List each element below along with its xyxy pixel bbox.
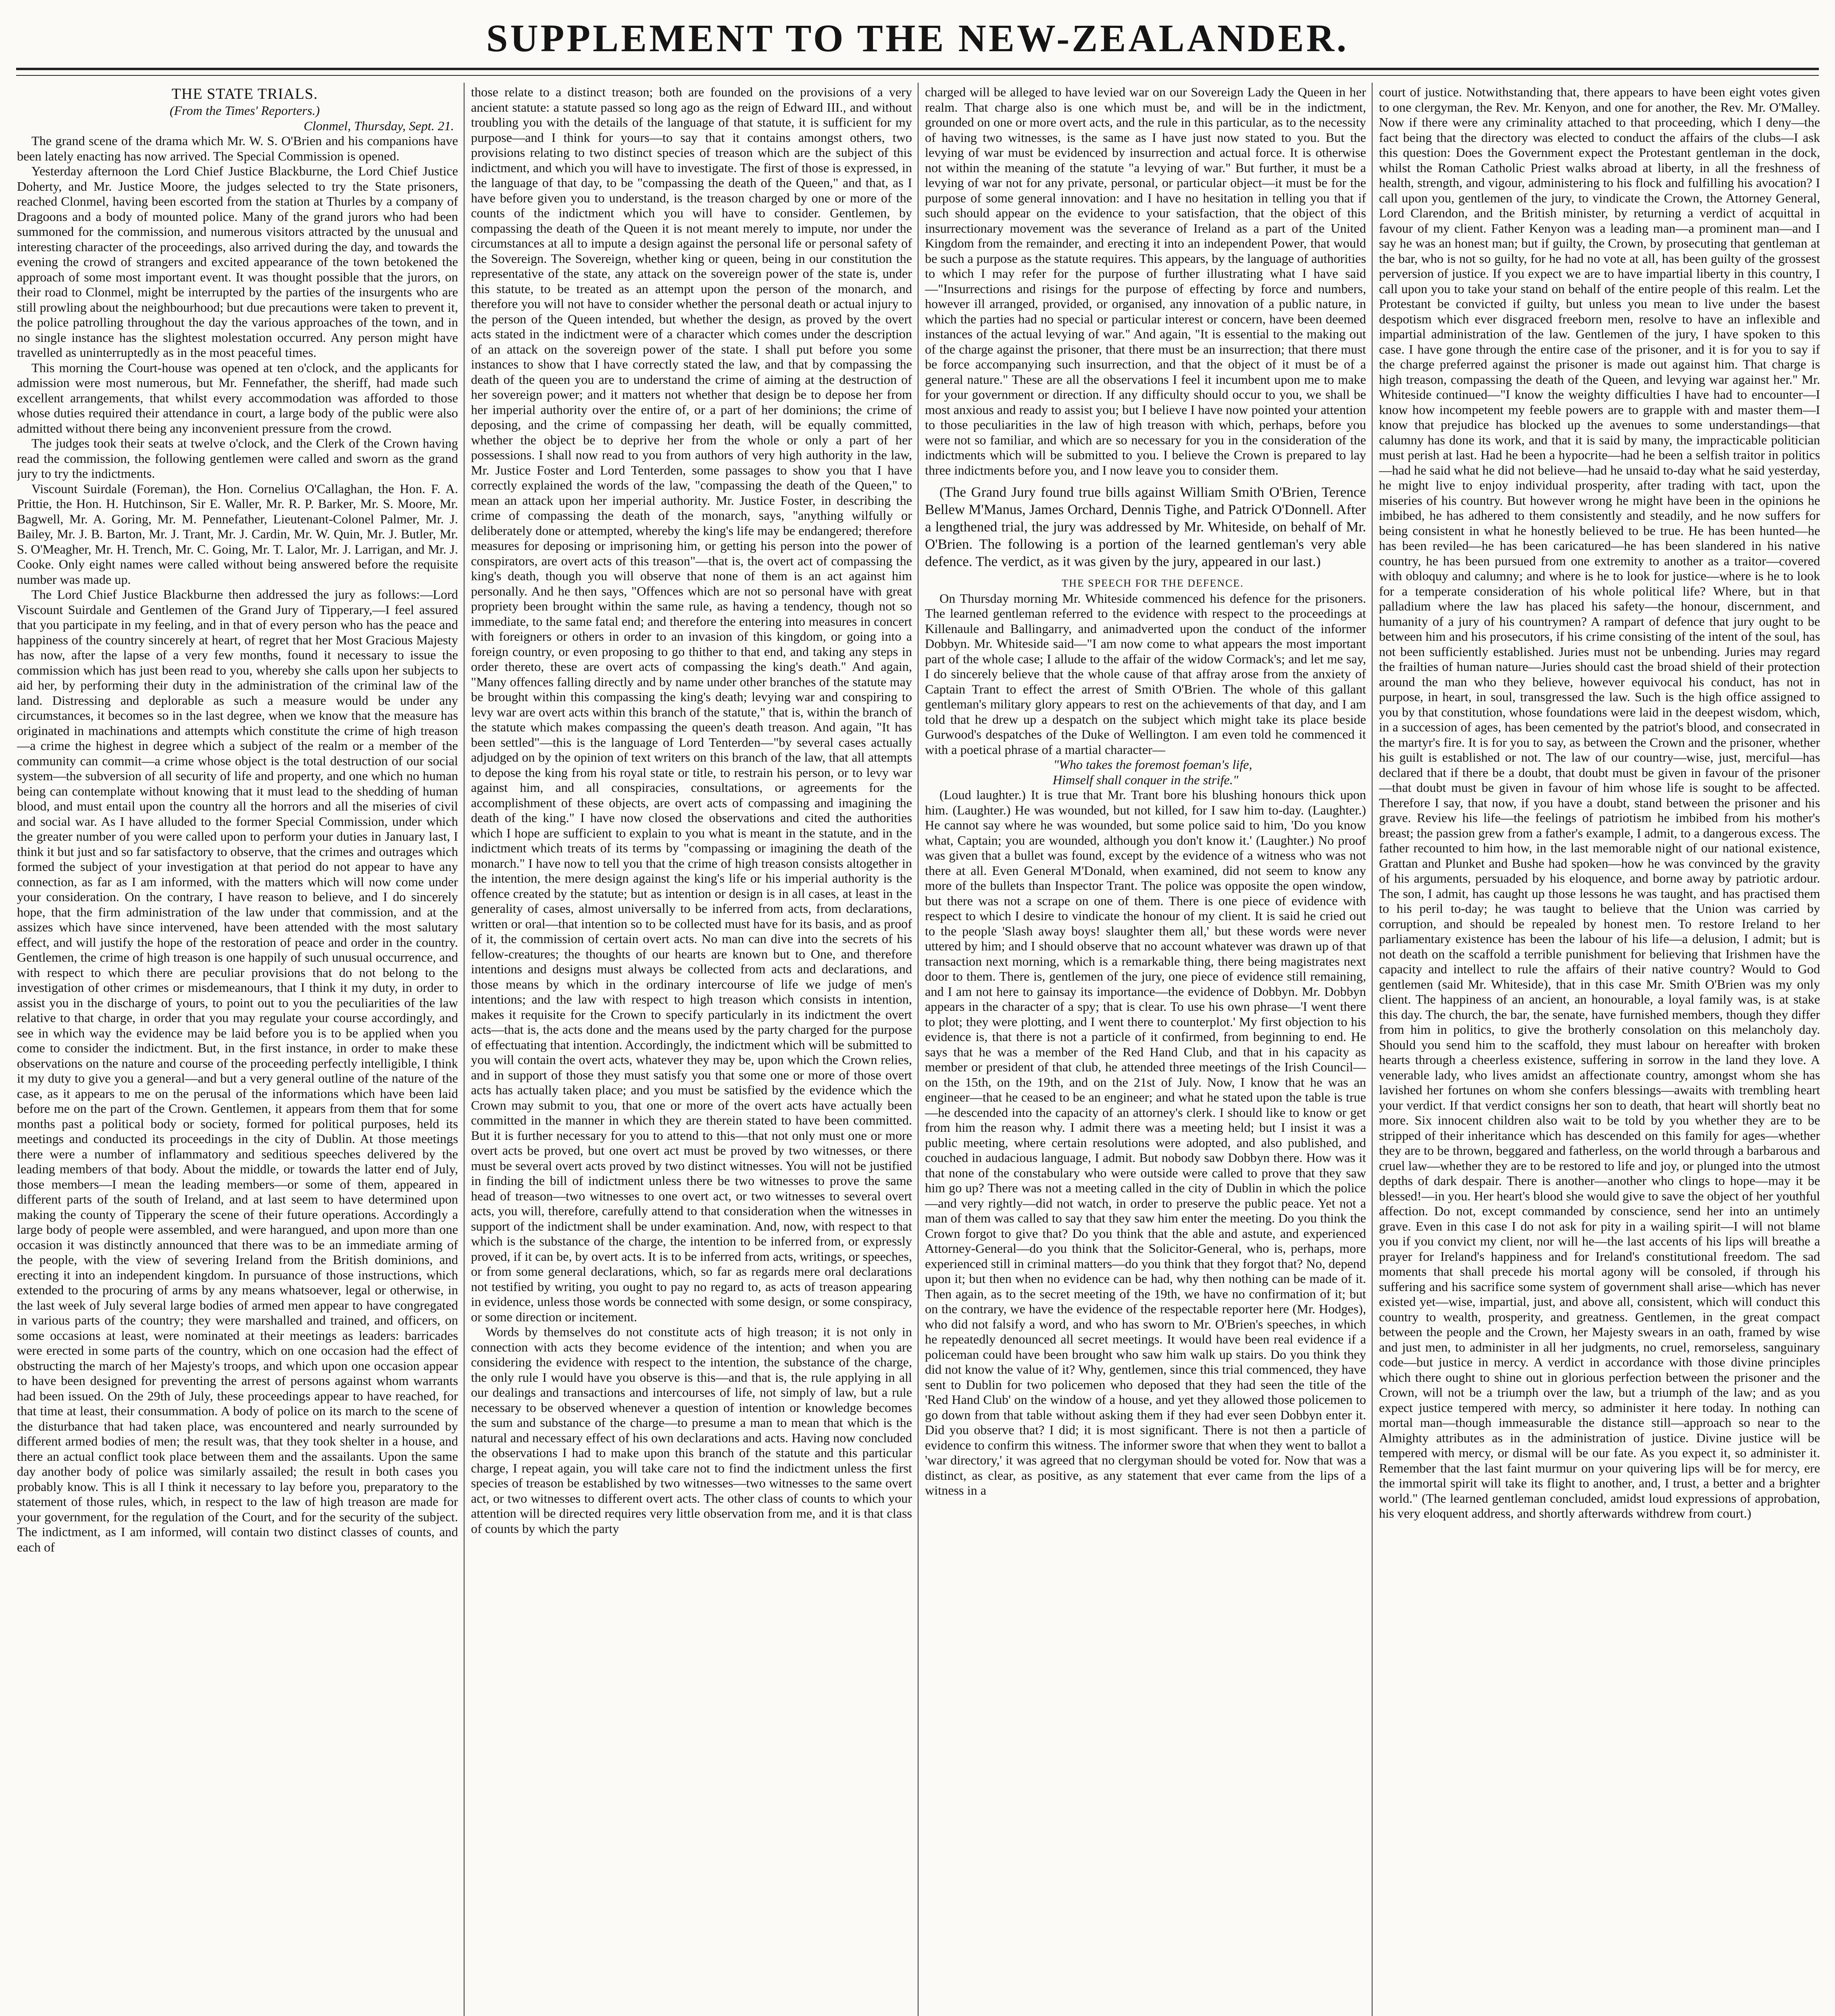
paragraph: charged will be alleged to have levied war on our Sovereign Lady the Queen in her realm. That charge also is one which must be, and will be in the indictment, grounded on one or more overt acts, and the rule in this particular, as to the necessity of having two witnesses, is the same as I have just now stated to you. But the levying of war must be evidenced by insurrection and actual force. It is otherwise not within the meaning of the statute "a levying of war." But further, it must be a levying of war not for any private, personal, or particular object—it must be for the purpose of some general innovation: and I have no hesitation in telling you that if such should appear on the evidence to your satisfaction, that the object of this insurrectionary movement was the severance of Ireland as a part of the United Kingdom from the remainder, and erecting it into an independent Power, that would be such a purpose as the statute requires. This appears, by the language of authorities to which I may refer for the purpose of further illustrating what I have said—"Insurrections and risings for the purpose of effecting by force and numbers, however ill arranged, provided, or organised, any innovation of a public nature, in which the parties had no special or particular interest or concern, have been deemed instances of the actual levying of war." And again, "It is essential to the making out of the charge against the prisoner, that there must be an insurrection; that there must be force accompanying such insurrection, and that the object of it must be of a general nature." These are all the observations I feel it incumbent upon me to make for your government or direction. If any difficulty should occur to you, we shall be most anxious and ready to assist you; but I believe I have now pointed your attention to those peculiarities in the law of high treason with which, perhaps, before you were not so familiar, and which are so necessary for you in the consideration of the indictments which will be submitted to you. I believe the Crown is prepared to lay three indictments before you, and I now leave you to consider them. xyxy=(925,85,1366,477)
paragraph: Yesterday afternoon the Lord Chief Justice Blackburne, the Lord Chief Justice Doherty, and Mr. Justice Moore, the judges selected to try the State prisoners, reached Clonmel, having been escorted from the station at Thurles by a company of Dragoons and a body of mounted police. Many of the grand jurors who had been summoned for the commission, and numerous visitors attracted by the unusual and interesting character of the proceedings, also arrived during the day, and towards the evening the crowd of strangers and excited appearance of the town betokened the approach of some most important event. It was thought possible that the jurors, on their road to Clonmel, might be interrupted by the parties of the insurgents who are still prowling about the neighbourhood; but due precautions were taken to prevent it, the police patrolling throughout the day the various approaches of the town, and in no single instance has the slightest molestation occurred. Any person might have travelled as uninterruptedly as in the most peaceful times. xyxy=(17,164,458,360)
paragraph: This morning the Court-house was opened at ten o'clock, and the applicants for admission were most numerous, but Mr. Fennefather, the sheriff, had made such excellent arrangements, that whilst every accommodation was afforded to those whose duties required their attendance in court, a large body of the public were also admitted without there being any inconvenient pressure from the crowd. xyxy=(17,360,458,435)
article-source: (From the Times' Reporters.) xyxy=(169,103,320,118)
paragraph: The judges took their seats at twelve o'clock, and the Clerk of the Crown having read the commission, the following gentlemen were called and sworn as the grand jury to try the indictments. xyxy=(17,436,458,481)
column-1 xyxy=(17,85,458,2016)
masthead-rule-thin xyxy=(16,75,1819,76)
column-2 xyxy=(471,85,912,2016)
paragraph: Words by themselves do not constitute acts of high treason; it is not only in connection with acts they become evidence of the intention; and when you are considering the evidence with respect to the intention, the substance of the charge, the only rule I would have you observe is this—and that is, the rule applying in all our dealings and transactions and intercourses of life, not simply of law, but a rule necessary to be observed whenever a question of intention or knowledge becomes the sum and substance of the charge—to presume a man to mean that which is the natural and necessary effect of his own declarations and acts. Having now concluded the observations I had to make upon this branch of the statute and this particular charge, I repeat again, you will take care not to find the indictment unless the first species of treason be established by two witnesses—two witnesses to the same overt act, or two witnesses to different overt acts. The other class of counts to which your attention will be directed requires very little observation from me, and it is that class of counts by which the party xyxy=(471,1325,912,1536)
verse-line-1: "Who takes the foremost foeman's life, xyxy=(1053,757,1252,772)
column-divider-3 xyxy=(1372,83,1373,2016)
column-3 xyxy=(925,85,1366,2016)
article-dateline: Clonmel, Thursday, Sept. 21. xyxy=(304,118,454,133)
masthead-title: SUPPLEMENT TO THE NEW-ZEALANDER. xyxy=(486,17,1349,60)
verse-line-2: Himself shall conquer in the strife." xyxy=(1052,772,1239,787)
paragraph: On Thursday morning Mr. Whiteside commenced his defence for the prisoners. The learned gentleman referred to the evidence with respect to the proceedings at Killenaule and Ballingarry, and animadverted upon the conduct of the informer Dobbyn. Mr. Whiteside said—"I am now come to what appears the most important part of the whole case; I allude to the affair of the widow Cormack's; and let me say, I do sincerely believe that the whole cause of that affray arose from the anxiety of Captain Trant to effect the arrest of Smith O'Brien. The whole of this gallant gentleman's military glory appears to rest on the achievements of that day, and I am told that he drew up a despatch on the subject which might take its place beside Gurwood's despatches of the Duke of Wellington. I am even told he commenced it with a poetical phrase of a martial character— xyxy=(925,591,1366,757)
defence-heading: THE SPEECH FOR THE DEFENCE. xyxy=(1062,577,1244,589)
paragraph: The Lord Chief Justice Blackburne then addressed the jury as follows:—Lord Viscount Suirdale and Gentlemen of the Grand Jury of Tipperary,—I feel assured that you participate in my feeling, and in that of every person who has the peace and happiness of the country sincerely at heart, of regret that her Most Gracious Majesty has now, after the lapse of a very few months, found it necessary to issue the commission which has just been read to you, whereby she calls upon her subjects to aid her, by performing their duty in the administration of the criminal law of the land. Distressing and deplorable as such a measure would be under any circumstances, it becomes so in the last degree, when we know that the measure has originated in machinations and attempts which constitute the crime of high treason—a crime the highest in degree which a subject of the realm or a member of the community can commit—a crime whose object is the total destruction of our social system—the subversion of all security of life and property, and one which no human being can contemplate without knowing that it must lead to the shedding of human blood, and must entail upon the country all the horrors and all the miseries of civil and social war. As I have alluded to the former Special Commission, under which the greater number of you were called upon to perform your duties in January last, I think it but just and so far satisfactory to observe, that the crimes and outrages which formed the subject of your investigation at that period do not appear to have any connection, as far as I am informed, with the matters which will now come under your consideration. On the contrary, I have reason to believe, and I do sincerely hope, that the firm administration of the law under that commission, and at the assizes which have since intervened, have been attended with the most salutary effect, and will justify the hope of the restoration of peace and order in the country. Gentlemen, the crime of high treason is one happily of such unusual occurrence, and with respect to which there are peculiar provisions that do not belong to the investigation of other crimes or misdemeanours, that I think it my duty, in order to assist you in the discharge of yours, to point out to you the peculiarities of the law relative to that charge, in order that you may regulate your course accordingly, and see in which way the evidence may be laid before you is to be applied when you come to consider the indictment. But, in the first instance, in order to make these observations on the nature and course of the proceeding perfectly intelligible, I think it my duty to give you a general—and but a very general outline of the nature of the case, as it appears to me on the perusal of the informations which have been laid before me on the part of the Crown. Gentlemen, it appears from them that for some months past a political body or society, formed for political purposes, held its meetings and conducted its proceedings in the city of Dublin. At those meetings there were a number of inflammatory and seditious speeches delivered by the leading members of that body. About the middle, or towards the latter end of July, those members—I mean the leading members—or some of them, appeared in different parts of the south of Ireland, and at last seem to have determined upon making the county of Tipperary the scene of their future operations. Accordingly a large body of people were assembled, and were harangued, and upon more than one occasion it was distinctly announced that there was to be an immediate arming of the people, with the view of severing Ireland from the British dominions, and erecting it into an independent kingdom. In pursuance of those instructions, which extended to the procuring of arms by any means whatsoever, legal or otherwise, in the last week of July several large bodies of armed men appear to have congregated in various parts of the country; they were marshalled and trained, and officers, on some occasions at least, were nominated at their meetings as leaders: barricades were erected in some parts of the country, which on one occasion had the effect of obstructing the march of her Majesty's troops, and which upon one occasion appear to have been designed for preventing the arrest of persons against whom warrants had been issued. On the 29th of July, these proceedings appear to have reached, for that time at least, their consummation. A body of police on its march to the scene of the disturbance that had taken place, was encountered and nearly surrounded by different armed bodies of men; the result was, that they took shelter in a house, and there an actual conflict took place between them and the assailants. Upon the same day another body of police was similarly assailed; the result in both cases you probably know. This is all I think it necessary to lay before you, preparatory to the statement of those rules, which, in respect to the law of high treason are made for your government, for the regulation of the Court, and for the security of the subject. The indictment, as I am informed, will contain two distinct classes of counts, and each of xyxy=(17,587,458,1554)
verse-quote xyxy=(925,757,1366,787)
verdict-note: (The Grand Jury found true bills against William Smith O'Brien, Terence Bellew M'Manus, James Orchard, Dennis Tighe, and Patrick O'Donnell. After a lengthened trial, the jury was addressed by Mr. Whiteside, on behalf of Mr. O'Brien. The following is a portion of the learned gentleman's very able defence. The verdict, as it was given by the jury, appeared in our last.) xyxy=(925,484,1366,569)
column-divider-2 xyxy=(918,83,919,2016)
paragraph: (Loud laughter.) It is true that Mr. Trant bore his blushing honours thick upon him. (Laughter.) He was wounded, but not killed, for I saw him to-day. (Laughter.) He cannot say where he was wounded, but some police said to him, 'Do you know what, Captain; you are wounded, although you don't know it.' (Laughter.) No proof was given that a bullet was found, except by the evidence of a witness who was not there at all. Even General M'Donald, when examined, did not seem to know any more of the bullets than Inspector Trant. The police was opposite the open window, but there was not a scrape on one of them. There is one piece of evidence with respect to which I desire to vindicate the honour of my client. It is said he cried out to the people 'Slash away boys! slaughter them all,' but these words were never uttered by him; and I should observe that no account whatever was drawn up of that transaction next morning, which is a remarkable thing, there being magistrates next door to them. There is, gentlemen of the jury, one piece of evidence still remaining, and I am not here to gainsay its importance—the evidence of Dobbyn. Mr. Dobbyn appears in the character of a spy; that is clear. To use his own phrase—'I went there to plot; they were plotting, and I went there to counterplot.' My first objection to his evidence is, that there is not a particle of it confirmed, from beginning to end. He says that he was a member of the Red Hand Club, and that in his capacity as member or president of that club, he attended three meetings of the Irish Council—on the 15th, on the 19th, and on the 21st of July. Now, I know that he was an engineer—that he ceased to be an engineer; and what he stated upon the table is true—he descended into the capacity of an attorney's clerk. I should like to know or get from him the reason why. I admit there was a meeting held; but I insist it was a public meeting, where certain resolutions were adopted, and also published, and couched in audacious language, I admit. But nobody saw Dobbyn there. How was it that none of the constabulary who were outside were called to prove that they saw him go up? There was not a meeting called in the city of Dublin in which the police—and very rightly—did not watch, in order to preserve the public peace. Yet not a man of them was called to say that they saw him enter the meeting. Do you think the Crown forgot to give that? Do you think that the able and astute, and experienced Attorney-General—do you think that the Solicitor-General, who is, perhaps, more experienced still in criminal matters—do you think that they forgot that? No, depend upon it; but then when no evidence can be had, why then nothing can be made of it. Then again, as to the secret meeting of the 19th, we have no confirmation of it; but on the contrary, we have the evidence of the respectable reporter here (Mr. Hodges), who did not falsify a word, and who has sworn to Mr. O'Brien's speeches, in which he repeatedly denounced all secret meetings. It would have been real evidence if a policeman could have been brought who saw him walk up stairs. Do you think they did not know the value of it? Why, gentlemen, since this trial commenced, they have sent to Dublin for two policemen who deposed that they had seen the title of the 'Red Hand Club' on the window of a house, and yet they allowed those policemen to go down from that table without asking them if they had ever seen Dobbyn enter it. Did you observe that? I did; it is most significant. There is not then a particle of evidence to confirm this witness. The informer swore that when they went to ballot a 'war directory,' it was agreed that no clergyman should be voted for. Now that was a distinct, as clear, as positive, as any statement that ever came from the lips of a witness in a xyxy=(925,787,1366,1497)
paragraph: The grand scene of the drama which Mr. W. S. O'Brien and his companions have been lately enacting has now arrived. The Special Commission is opened. xyxy=(17,133,458,163)
paragraph: Viscount Suirdale (Foreman), the Hon. Cornelius O'Callaghan, the Hon. F. A. Prittie, the Hon. H. Hutchinson, Sir E. Waller, Mr. R. P. Barker, Mr. S. Moore, Mr. Bagwell, Mr. A. Goring, Mr. M. Pennefather, Lieutenant-Colonel Palmer, Mr. J. Bailey, Mr. J. B. Barton, Mr. J. Trant, Mr. J. Cardin, Mr. W. Quin, Mr. J. Butler, Mr. S. O'Meagher, Mr. H. Trench, Mr. C. Going, Mr. T. Lalor, Mr. J. Larrigan, and Mr. J. Cooke. Only eight names were called without being answered before the requisite number was made up. xyxy=(17,481,458,587)
article-title: THE STATE TRIALS. xyxy=(171,85,318,102)
paragraph: court of justice. Notwithstanding that, there appears to have been eight votes given to one clergyman, the Rev. Mr. Kenyon, and one for another, the Rev. Mr. O'Malley. Now if there were any criminality attached to that proceeding, which I deny—the fact being that the directory was elected to conduct the affairs of the clubs—I ask this question: Does the Government expect the Protestant gentleman in the dock, whilst the Roman Catholic Priest walks abroad at liberty, in all the freshness of health, strength, and vigour, administering to his flock and fulfilling his avocation? I call upon you, gentlemen of the jury, to vindicate the Crown, the Attorney General, Lord Clarendon, and the British minister, by returning a verdict of acquittal in favour of my client. Father Kenyon was a leading man—a prominent man—and I say he was an honest man; but if guilty, the Crown, by prosecuting that gentleman at the bar, who is not so guilty, for he had no vote at all, has been guilty of the grossest perversion of justice. If you expect we are to have impartial liberty in this country, I call upon you to take your stand on behalf of the entire people of this realm. Let the Protestant be convicted if guilty, but unless you mean to live under the basest despotism which ever disgraced freeborn men, resolve to have an inflexible and impartial administration of the law. Gentlemen of the jury, I have spoken to this case. I have gone through the entire case of the prisoner, and it is for you to say if the charge preferred against the prisoner is made out against him. That charge is high treason, compassing the death of the Queen, and levying war against her." Mr. Whiteside continued—"I know the weighty difficulties I have had to encounter—I know how incompetent my feeble powers are to grapple with and master them—I know that prejudice has blocked up the avenues to some understandings—that calumny has done its work, and that it is said by many, the impracticable politician must perish at last. Had he been a hypocrite—had he been a selfish traitor in politics—had he said what he did not believe—had he unsaid to-day what he said yesterday, he might live to enjoy individual prosperity, after trading with tact, upon the miseries of his country. But however wrong he might have been in the opinions he imbibed, he has adhered to them consistently and steadily, and he now suffers for being consistent in what he honestly believed to be true. He has been hunted—he has been reviled—he has been caricatured—he has been slandered in his native country, he has been pursued from one extremity to another as a traitor—covered with obloquy and calumny; and where is he to look for justice—where is he to look for a temperate consideration of his whole political life? Where, but in that palladium where the law has placed his safety—the honour, discernment, and humanity of a jury of his countrymen? A rampart of defence that jury ought to be between him and his prosecutors, if his crime consisting of the intent of the soul, has not been sufficiently established. Juries must not be unbending. Juries may regard the frailties of human nature—Juries should cast the broad shield of their protection around the man who they believe, however equivocal his conduct, has not in purpose, in heart, in soul, transgressed the law. Such is the high office assigned to you by that constitution, whose foundations were laid in the deepest wisdom, which, in a succession of ages, has been cemented by the patriot's blood, and consecrated in the martyr's fire. It is for you to say, as between the Crown and the prisoner, whether his guilt is established or not. The law of our country—wise, just, merciful—has declared that if there be a doubt, that doubt must be given in favour of the prisoner—that doubt must be given in favour of him whose life is sought to be affected. Therefore I say, that now, if you have a doubt, stand between the prisoner and his grave. Review his life—the feelings of patriotism he imbibed from his mother's breast; the passion grew from a father's example, I admit, to a dangerous excess. The father recounted to him how, in the last memorable night of our national existence, Grattan and Plunket and Bushe had spoken—how he was convinced by the gravity of his arguments, persuaded by his eloquence, and borne away by patriotic ardour. The son, I admit, has caught up those lessons he was taught, and has practised them to his peril to-day; he was taught to believe that the Union was carried by corruption, and should be repealed by honest men. To restore Ireland to her parliamentary existence has been the labour of his life—a delusion, I admit; but is not death on the scaffold a terrible punishment for believing that Irishmen have the capacity and intellect to rule the affairs of their native country? Would to God gentlemen (said Mr. Whiteside), that in this case Mr. Smith O'Brien was my only client. The happiness of an ancient, an honourable, a loyal family was, is at stake this day. The church, the bar, the senate, have furnished members, though they differ from him in politics, to give the brotherly consolation on this melancholy day. Should you send him to the scaffold, they must labour on hereafter with broken hearts through a cheerless existence, suffering in sorrow in the land they love. A venerable lady, who lives amidst an affectionate country, amongst whom she has lavished her fortunes on whom she confers blessings—awaits with trembling heart your verdict. If that verdict consigns her son to death, that heart will shortly beat no more. Six innocent children also wait to be told by you whether they are to be stripped of their inheritance which has descended on this family for ages—whether they are to be thrown, beggared and fatherless, on the world through a barbarous and cruel law—whether they are to be restored to life and joy, or plunged into the utmost depths of dark despair. There is another—another who clings to hope—may it be blessed!—in you. Her heart's blood she would give to save the object of her youthful affection. Do not, except commanded by conscience, send her into an untimely grave. Even in this case I do not ask for pity in a wailing spirit—I will not blame you if you convict my client, nor will he—the last accents of his lips will breathe a prayer for Ireland's happiness and for Ireland's constitutional freedom. The sad moments that shall precede his mortal agony will be consoled, if through his suffering and his sacrifice some system of government shall arise—which has never existed yet—wise, impartial, just, and above all, consistent, which will conduct this country to wealth, prosperity, and greatness. Gentlemen, in the great compact between the people and the Crown, her Majesty swears in an oath, framed by wise and just men, to administer in all her judgments, no cruel, remorseless, sanguinary code—but justice in mercy. A verdict in accordance with those divine principles which there ought to shine out in glorious perfection between the prisoner and the Crown, will not be a triumph over the law, but a triumph of the law; and as you expect justice tempered with mercy, so administer it here today. In nothing can mortal man—though immeasurable the distance still—approach so near to the Almighty attributes as in the administration of justice. Divine justice will be tempered with mercy, or dismal will be our fate. As you expect it, so administer it. Remember that the last faint murmur on your quivering lips will be for mercy, ere the immortal spirit will take its flight to another, and, I trust, a better and a brighter world." (The learned gentleman concluded, amidst loud expressions of approbation, his very eloquent address, and shortly afterwards withdrew from court.) xyxy=(1379,85,1820,1520)
masthead-rule-thick xyxy=(16,68,1819,70)
column-4 xyxy=(1379,85,1820,2016)
paragraph: those relate to a distinct treason; both are founded on the provisions of a very ancient statute: a statute passed so long ago as the reign of Edward III., and without troubling you with the details of the language of that statute, it is sufficient for my purpose—and I think for yours—to say that it contains amongst others, two provisions relating to two distinct species of treason which are the subject of this indictment, and which you will have to investigate. The first of those is expressed, in the language of that day, to be "compassing the death of the Queen," and that, as I have before given you to understand, is the treason charged by one or more of the counts of the indictment which you will have to consider. Gentlemen, by compassing the death of the Queen it is not meant merely to impute, nor under the circumstances at all to impute a design against the personal life or personal safety of the Sovereign. The Sovereign, whether king or queen, being in our constitution the representative of the state, any attack on the sovereign power of the state is, under this statute, to be treated as an attempt upon the person of the monarch, and therefore you will not have to consider whether the personal death or actual injury to the person of the Queen intended, but whether the design, as proved by the overt acts stated in the indictment were of a character which comes under the description of an attack on the sovereign power of the state. I shall put before you some instances to show that I have correctly stated the law, and that by compassing the death of the queen you are to understand the crime of aiming at the destruction of her sovereign power; and it matters not whether that design be to depose her from her imperial authority over the entire of, or a part of her dominions; the crime of deposing, and the crime of compassing her death, will be equally committed, whether the object be to deprive her from the whole or only a part of her possessions. I shall now read to you from authors of very high authority in the law, Mr. Justice Foster and Lord Tenterden, some passages to show you that I have correctly explained the words of the law, "compassing the death of the Queen," to mean an attack upon her imperial authority. Mr. Justice Foster, in describing the crime of compassing the death of the monarch, says, "anything wilfully or deliberately done or attempted, whereby the king's life may be endangered; therefore measures for deposing or imprisoning him, or getting his person into the power of conspirators, are overt acts of this treason"—that is, the overt act of compassing the king's death, though you will observe that none of them is an act against him personally. And he then says, "Offences which are not so personal have with great propriety been brought within the same rule, as having a tendency, though not so immediate, to the same fatal end; and therefore the entering into measures in concert with foreigners or others in order to an invasion of this kingdom, or going into a foreign country, or even proposing to go thither to that end, and taking any steps in order thereto, these are overt acts of compassing the king's death." And again, "Many offences falling directly and by name under other branches of the statute may be brought within this compassing the king's death; levying war and conspiring to levy war are overt acts within this branch of the statute," that is, within the branch of the statute which makes compassing the queen's death treason. And again, "It has been settled"—this is the language of Lord Tenterden—"by several cases actually adjudged on by the opinion of text writers on this branch of the law, that all attempts to depose the king from his royal state or title, to restrain his person, or to levy war against him, and all conspiracies, consultations, or agreements for the accomplishment of these objects, are overt acts of compassing and imagining the death of the king." I have now closed the observations and cited the authorities which I hope are sufficient to explain to you what is meant in the statute, and in the indictment which treats of its terms by "compassing or imagining the death of the monarch." I have now to tell you that the crime of high treason consists altogether in the intention, the mere design against the king's life or his imperial authority is the offence created by the statute; but as intention or design is in all cases, at least in the generality of cases, almost universally to be inferred from acts, from declarations, written or oral—that intention so to be collected must have for its basis, and as proof of it, the commission of certain overt acts. No man can dive into the secrets of his fellow-creatures; the thoughts of our hearts are known but to One, and therefore intentions and designs must always be collected from acts and declarations, and those means by which in the ordinary intercourse of life we judge of men's intentions; and the law with respect to high treason which consists in intention, makes it requisite for the Crown to specify particularly in its indictment the overt acts—that is, the acts done and the means used by the party charged for the purpose of effectuating that intention. Accordingly, the indictment which will be submitted to you will contain the overt acts, whatever they may be, upon which the Crown relies, and in support of those they must satisfy you that some one or more of those overt acts has actually taken place; and you must be satisfied by the evidence which the Crown may submit to you, that one or more of the overt acts have actually been committed in the manner in which they are therein stated to have been committed. But it is further necessary for you to attend to this—that not only must one or more overt acts be proved, but one overt act must be proved by two witnesses, or there must be several overt acts proved by two distinct witnesses. You will not be justified in finding the bill of indictment unless there be two witnesses to prove the same head of treason—two witnesses to one overt act, or two witnesses to several overt acts, you will, therefore, carefully attend to that consideration when the witnesses in support of the indictment shall be under examination. And, now, with respect to that which is the substance of the charge, the intention to be inferred from, or expressly proved, if it can be, by overt acts. It is to be inferred from acts, writings, or speeches, or from some general declarations, which, so far as regards mere oral declarations not testified by writing, you ought to pay no regard to, as acts of treason appearing in evidence, unless those words be connected with some design, or some conspiracy, or some direction or incitement. xyxy=(471,85,912,1324)
